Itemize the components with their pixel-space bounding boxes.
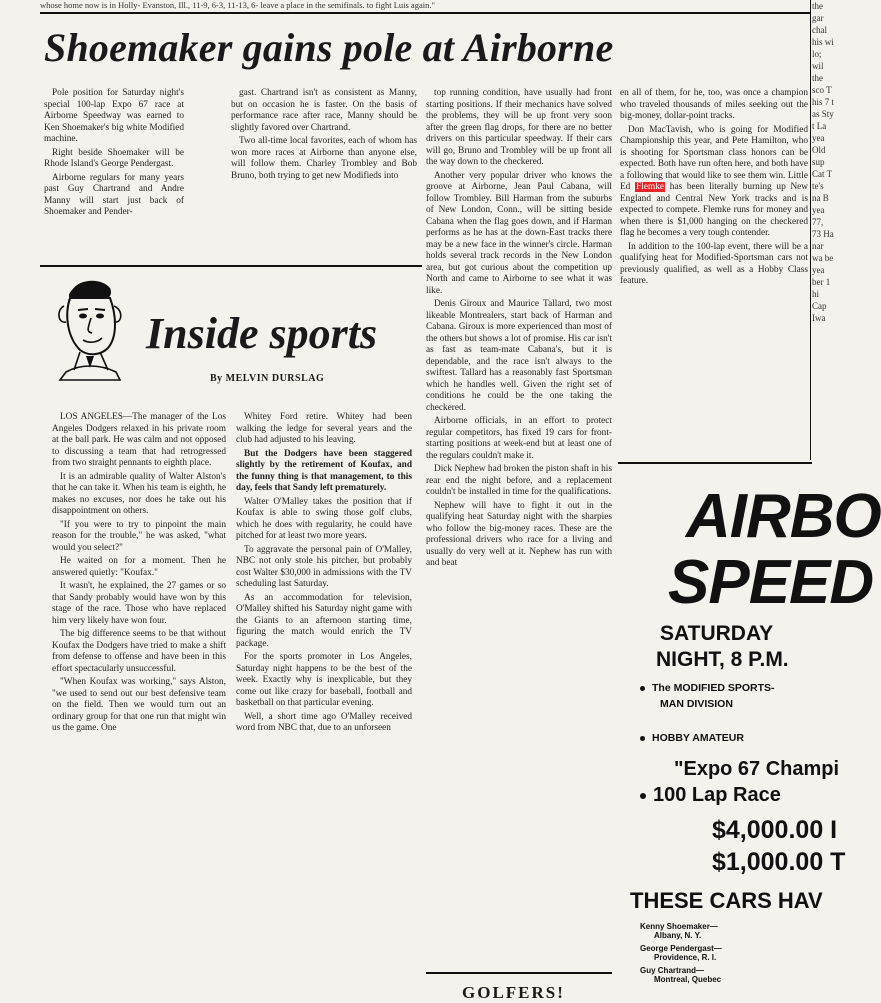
- paragraph: It wasn't, he explained, the 27 games or so that Sandy probably would have won by this stage of the race. Those who have replaced him very likely have won four.: [52, 581, 226, 626]
- next-story-headline: GOLFERS!: [462, 983, 565, 1002]
- paragraph: gast. Chartrand isn't as consistent as Manny, but on occasion he is faster. On the basis of performance race after race, Manny should be slightly favored over Chartrand.: [231, 88, 417, 133]
- ad-cars-heading: THESE CARS HAV: [630, 888, 823, 913]
- driver-name: Guy Chartrand—: [640, 966, 705, 975]
- ad-event: "Expo 67 Champi: [674, 758, 840, 780]
- ad-title-line-1: AIRBO: [686, 482, 881, 551]
- paragraph: In addition to the 100-lap event, there will be a qualifying heat for Modified-Sportsman cars not previously qualified, as well as a Hobby Class feature.: [620, 241, 808, 286]
- paragraph: For the sports promoter in Los Angeles, Saturday night happens to be the best of the week. Exactly why is inexplicable, but they come out like crazy for baseball, football and basketball on that particular evening.: [236, 652, 412, 708]
- paragraph: LOS ANGELES—The manager of the Los Angeles Dodgers relaxed in his private room at the ball park. He was calm and not opposed to discussing a team that had retrogressed from two straight pennants to eighth place.: [52, 412, 226, 468]
- driver-hometown: Montreal, Quebec: [654, 975, 722, 984]
- paragraph: It is an admirable quality of Walter Alston's that he can take it. When his team is eighth, he makes no excuses, nor does he take out his disappointment on others.: [52, 471, 226, 516]
- ad-bullet-text: The MODIFIED SPORTS-: [652, 682, 775, 694]
- driver-name: Kenny Shoemaker—: [640, 922, 718, 931]
- ad-race: [640, 784, 781, 807]
- paragraph: en all of them, for he, too, was once a champion who traveled thousands of miles seeking out the big-money, dollar-point tracks.: [620, 88, 808, 121]
- bullet-icon: [640, 793, 646, 799]
- bullet-icon: [640, 686, 645, 691]
- highlighted-word: Flemke: [636, 182, 664, 192]
- paragraph: He waited on for a moment. Then he answered quietly: "Koufax.": [52, 556, 226, 578]
- story2-column-2: [236, 412, 412, 998]
- ad-race-text: 100 Lap Race: [653, 784, 781, 806]
- story1-column-3: [426, 88, 612, 968]
- ad-prize-1: $4,000.00 I: [712, 816, 838, 844]
- ad-title-line-2: SPEED: [668, 548, 874, 617]
- driver-hometown: Providence, R. I.: [654, 953, 717, 962]
- driver-entry: [640, 966, 721, 984]
- driver-hometown: Albany, N. Y.: [654, 931, 702, 940]
- paragraph: "When Koufax was working," says Alston, "we used to send out our best defensive team on the field. Then we would turn out an ordinary group for that one run that might win us the game. One: [52, 677, 226, 733]
- ad-bullet-1-cont: MAN DIVISION: [660, 698, 733, 710]
- paragraph: Right beside Shoemaker will be Rhode Island's George Pendergast.: [44, 147, 184, 169]
- story1-column-2: [231, 88, 417, 260]
- ad-top-rule: [618, 462, 812, 464]
- byline: By MELVIN DURSLAG: [210, 373, 325, 384]
- ad-day: SATURDAY: [660, 622, 774, 645]
- story-headline: Shoemaker gains pole at Airborne: [44, 25, 614, 70]
- paragraph: Denis Giroux and Maurice Tallard, two most likeable Montrealers, start back of Harman and Cabana. Giroux is more experienced than most of the others but shows a lot of promise. His car isn't as fast as team-mate Cabana's, but it is dependable, and the race isn't always to the swiftest. Tallard has a reasonably fast Sportsman which he handles well. Given the right set of conditions he could be the one taking the checkered.: [426, 299, 612, 413]
- driver-name: George Pendergast—: [640, 944, 722, 953]
- paragraph: Nephew will have to fight it out in the qualifying heat Saturday night with the sharpies who follow the big-money races. These are the professional drivers who race for a living and usually do very well at it. Nephew has run with and beat: [426, 500, 612, 568]
- paragraph: To aggravate the personal pain of O'Malley, NBC not only stole his pitcher, but probably cost Walter $30,000 in admissions with the TV scheduling last Saturday.: [236, 544, 412, 589]
- paragraph: [620, 125, 808, 240]
- story1-column-4: [620, 88, 808, 458]
- paragraph: Airborne officials, in an effort to protect regular competitors, has fixed 19 cars for front-starting positions at week-end but at least one of the regulars couldn't make it.: [426, 416, 612, 461]
- cutoff-column: the gar chal his wi lo; wil the sco T his 7 t as Sty t La yea Old sup Cat T te's na B yea 77, 73 Ha nar wa be yea ber 1 hi Cap Iwa: [812, 1, 835, 323]
- paragraph: As an accommodation for television, O'Malley shifted his Saturday night game with the Giants to an afternoon starting time, figuring the match would enrich the TV package.: [236, 592, 412, 649]
- paragraph: Dick Nephew had broken the piston shaft in his rear end the night before, and a replacement couldn't be installed in time for the qualifications.: [426, 464, 612, 497]
- column-title: Inside sports: [146, 309, 378, 358]
- ad-bullet-1: [640, 682, 775, 694]
- paragraph: The big difference seems to be that without Koufax the Dodgers have tried to make a shift from defense to offense and have been in this effort spectacularly unsuccessful.: [52, 629, 226, 674]
- driver-entry: [640, 944, 722, 962]
- ad-prize-2: $1,000.00 T: [712, 848, 846, 876]
- paragraph: Well, a short time ago O'Malley received word from NBC that, due to an unforseen: [236, 711, 412, 733]
- text-run: has been literally burning up New England and Central New York tracks and is expected to compete. Flemke runs for money and when there is $1,000 hanging on the checkered flag he becomes a very tough contender.: [620, 182, 809, 238]
- story2-column-1: [52, 412, 226, 998]
- ad-bullet-2: [640, 732, 744, 744]
- columnist-caricature: [50, 276, 130, 386]
- driver-entry: [640, 922, 718, 940]
- paragraph: top running condition, have usually had front starting positions. If their mechanics have solved the problems, they will be up front very soon after the green flag drops, for there are no better drivers on this particular speedway. If their cars will go, Bruno and Trombley will be up front all the way down to the checkered.: [426, 88, 612, 167]
- paragraph: Two all-time local favorites, each of whom has won more races at Airborne than anyone else, will follow them. Charley Trombley and Bob Bruno, both trying to get new Modifieds into: [231, 136, 417, 181]
- paragraph: But the Dodgers have been staggered slightly by the retirement of Koufax, and the funny thing is that management, to this day, feels that Sandy left prematurely.: [236, 448, 412, 493]
- paragraph: Whitey Ford retire. Whitey had been walking the ledge for several years and the club had adjusted to his leaving.: [236, 412, 412, 445]
- paragraph: Walter O'Malley takes the position that if Koufax is able to swing those golf clubs, which he does with regularity, he could have pitched for at least two more years.: [236, 496, 412, 541]
- paragraph: Airborne regulars for many years past Guy Chartrand and Andre Manny will start just back of Shoemaker and Pender-: [44, 172, 184, 217]
- top-rule: [40, 12, 810, 14]
- story1-column-1: [44, 88, 184, 260]
- text-run: Don MacTavish, who is going for Modified Championship this year, and Pete Hamilton, who is shooting for Sportsman class honors can be expected. Both have run often here, and both have a following that would like to see them win. Little Ed: [620, 124, 808, 192]
- paragraph: "If you were to try to pinpoint the main reason for the trouble," he was asked, "what would you select?": [52, 519, 226, 553]
- section-rule: [40, 265, 422, 267]
- speedway-advertisement: [620, 468, 881, 998]
- paragraph: Another very popular driver who knows the groove at Airborne, Jean Paul Cabana, will follow Trombley. Bill Harman from the suburbs of New London, Conn., will be sitting beside Cabana when the flag goes down, and if Harman performs as he has at the down-East tracks there may be a new face in the winner's circle. Harman holds several track records in the New London area, but got curious about the competition up North and came to Airborne to see what it was like.: [426, 170, 612, 296]
- top-cutoff-text: whose home now is in Holly- Evanston, Ill., 11-9, 6-3, 11-13, 6- leave a place in the semifinals. to fight Luis again.": [40, 0, 435, 10]
- column-divider: [810, 0, 811, 460]
- ad-time: NIGHT, 8 P.M.: [656, 648, 789, 671]
- paragraph: Pole position for Saturday night's special 100-lap Expo 67 race at Airborne Speedway was earned to Ken Shoemaker's big white Modified machine.: [44, 88, 184, 144]
- bottom-rule: [426, 972, 612, 974]
- bullet-icon: [640, 736, 645, 741]
- ad-bullet-text: HOBBY AMATEUR: [652, 732, 744, 744]
